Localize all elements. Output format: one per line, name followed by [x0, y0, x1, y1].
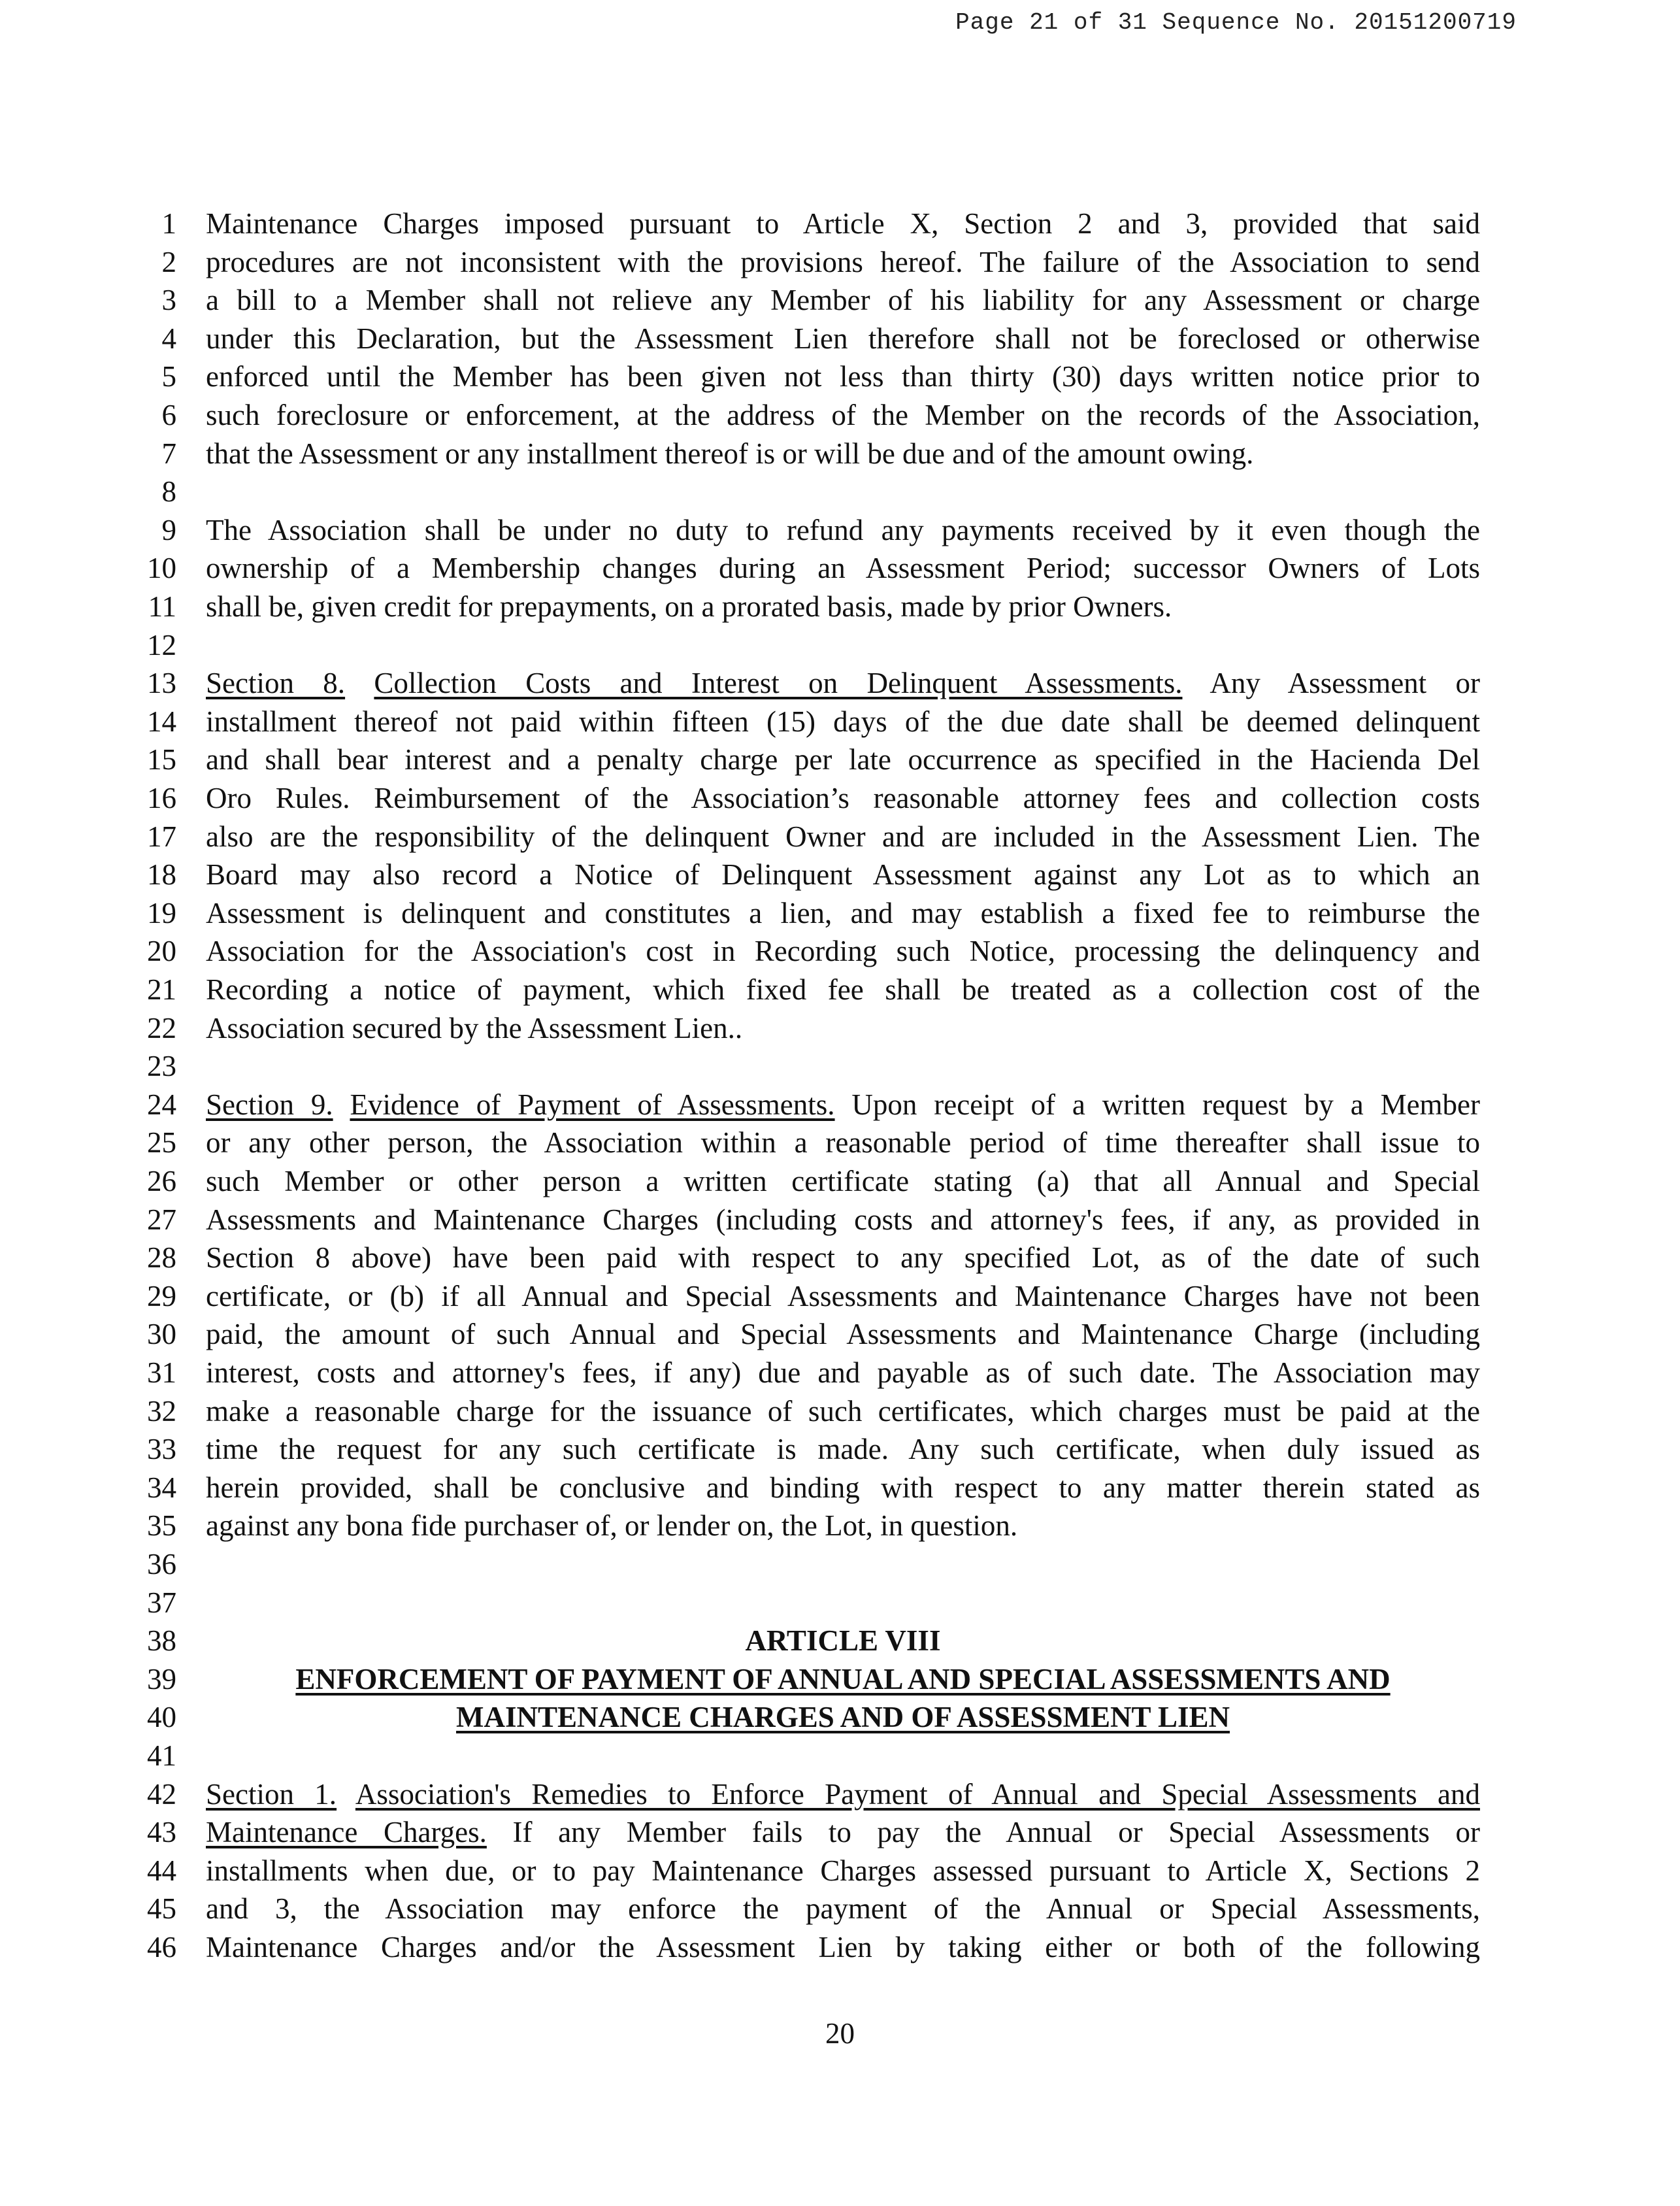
line-number: 39: [147, 1663, 176, 1696]
line-number: 26: [147, 1165, 176, 1197]
body-text-line: [206, 280, 1480, 320]
body-text-line: [206, 740, 1480, 779]
body-text-line: [206, 1392, 1480, 1431]
line-number: 10: [147, 552, 176, 584]
body-text-line: [206, 510, 1480, 550]
line-number: 21: [147, 973, 176, 1006]
text-run: installments when due, or to pay Maintenance Charges assessed pursuant to Article X, Sections 2: [206, 1854, 1480, 1887]
text-run: [337, 1778, 355, 1811]
underlined-heading-text: Section 1.: [206, 1778, 337, 1811]
line-number: 40: [147, 1701, 176, 1733]
body-text-line: [206, 1851, 1480, 1890]
body-text-line: [206, 778, 1480, 818]
text-run: procedures are not inconsistent with the provisions hereof. The failure of the Association to send: [206, 246, 1480, 278]
line-number: 17: [147, 820, 176, 853]
text-run: The Association shall be under no duty to refund any payments received by it even though the: [206, 514, 1480, 546]
underlined-heading-text: Section 9.: [206, 1088, 333, 1121]
body-text-line: [206, 1200, 1480, 1239]
body-text-line: [206, 242, 1480, 282]
text-run: and 3, the Association may enforce the payment of the Annual or Special Assessments,: [206, 1892, 1480, 1925]
body-text-line: [206, 855, 1480, 894]
text-run: Recording a notice of payment, which fixed fee shall be treated as a collection cost of the: [206, 973, 1480, 1006]
text-run: Assessment is delinquent and constitutes a lien, and may establish a fixed fee to reimburse the: [206, 897, 1480, 929]
article-heading-line: [206, 1660, 1480, 1699]
line-number: 22: [147, 1012, 176, 1045]
line-number: 38: [147, 1624, 176, 1657]
text-run: herein provided, shall be conclusive and binding with respect to any matter therein stated as: [206, 1471, 1480, 1504]
text-run: Assessments and Maintenance Charges (including costs and attorney's fees, if any, as provided in: [206, 1203, 1480, 1236]
text-run: Maintenance Charges and/or the Assessment Lien by taking either or both of the following: [206, 1931, 1480, 1964]
body-text-line: [206, 894, 1480, 933]
page-header: Page 21 of 31 Sequence No. 20151200719: [955, 9, 1517, 36]
text-run: Oro Rules. Reimbursement of the Association’s reasonable attorney fees and collection costs: [206, 782, 1480, 814]
line-number: 14: [147, 705, 176, 738]
body-text-line: [206, 1775, 1480, 1814]
line-number: 3: [161, 284, 176, 316]
line-number: 2: [161, 246, 176, 278]
line-number: 36: [147, 1548, 176, 1580]
line-number: 44: [147, 1854, 176, 1887]
line-number: 37: [147, 1586, 176, 1619]
text-run: ownership of a Membership changes during an Assessment Period; successor Owners of Lots: [206, 552, 1480, 584]
body-text-line: [206, 1314, 1480, 1354]
underlined-heading-text: MAINTENANCE CHARGES AND OF ASSESSMENT LIEN: [456, 1701, 1230, 1733]
text-run: Upon receipt of a written request by a Member: [834, 1088, 1481, 1121]
body-text-line: [206, 548, 1480, 588]
text-run: interest, costs and attorney's fees, if any) due and payable as of such date. The Association may: [206, 1356, 1480, 1389]
text-run: paid, the amount of such Annual and Special Assessments and Maintenance Charge (including: [206, 1318, 1480, 1350]
line-number: 5: [161, 360, 176, 393]
line-number: 15: [147, 743, 176, 776]
text-run: under this Declaration, but the Assessment Lien therefore shall not be foreclosed or otherwise: [206, 322, 1480, 355]
body-text-line: [206, 587, 1480, 626]
text-run: such Member or other person a written certificate stating (a) that all Annual and Special: [206, 1165, 1480, 1197]
line-number: 35: [147, 1509, 176, 1542]
line-number: 28: [147, 1241, 176, 1274]
body-text-line: [206, 970, 1480, 1009]
line-number: 34: [147, 1471, 176, 1504]
line-number: 11: [148, 590, 176, 623]
line-number: 31: [147, 1356, 176, 1389]
body-text-line: [206, 1161, 1480, 1201]
body-text-line: [206, 1123, 1480, 1162]
body-text-line: [206, 1009, 1480, 1048]
text-run: Maintenance Charges imposed pursuant to Article X, Section 2 and 3, provided that said: [206, 207, 1480, 240]
line-number: 16: [147, 782, 176, 814]
page-number: 20: [825, 2017, 855, 2050]
line-number: 13: [147, 667, 176, 699]
body-text-line: [206, 1277, 1480, 1316]
body-text-line: [206, 1813, 1480, 1852]
text-run: also are the responsibility of the delinquent Owner and are included in the Assessment Lien. The: [206, 820, 1480, 853]
underlined-heading-text: Collection Costs and Interest on Delinquent Assessments.: [374, 667, 1183, 699]
body-text-line: [206, 1238, 1480, 1277]
line-number: 32: [147, 1395, 176, 1428]
text-run: time the request for any such certificate is made. Any such certificate, when duly issued as: [206, 1433, 1480, 1465]
line-number: 20: [147, 935, 176, 967]
line-number: 25: [147, 1126, 176, 1159]
line-number: 29: [147, 1280, 176, 1312]
line-number: 45: [147, 1892, 176, 1925]
line-number: 19: [147, 897, 176, 929]
line-number: 30: [147, 1318, 176, 1350]
line-number: 9: [161, 514, 176, 546]
text-run: and shall bear interest and a penalty charge per late occurrence as specified in the Hacienda Del: [206, 743, 1480, 776]
body-text-line: [206, 395, 1480, 435]
text-run: If any Member fails to pay the Annual or Special Assessments or: [486, 1816, 1480, 1848]
text-run: Any Assessment or: [1182, 667, 1480, 699]
text-run: such foreclosure or enforcement, at the address of the Member on the records of the Association,: [206, 399, 1480, 431]
text-run: make a reasonable charge for the issuance of such certificates, which charges must be paid at the: [206, 1395, 1480, 1428]
line-number: 42: [147, 1778, 176, 1811]
underlined-heading-text: ENFORCEMENT OF PAYMENT OF ANNUAL AND SPECIAL ASSESSMENTS AND: [295, 1663, 1391, 1696]
body-text-line: [206, 702, 1480, 741]
text-run: Association secured by the Assessment Lien..: [206, 1012, 743, 1045]
body-text-line: [206, 434, 1480, 473]
line-number: 23: [147, 1050, 176, 1082]
underlined-heading-text: Section 8.: [206, 667, 346, 699]
line-number: 33: [147, 1433, 176, 1465]
body-text-line: [206, 1889, 1480, 1928]
body-text-line: [206, 1506, 1480, 1545]
body-text-line: [206, 817, 1480, 856]
text-run: ARTICLE VIII: [745, 1624, 941, 1657]
line-number: 18: [147, 858, 176, 891]
text-run: installment thereof not paid within fifteen (15) days of the due date shall be deemed delinquent: [206, 705, 1480, 738]
line-number: 24: [147, 1088, 176, 1121]
article-heading-line: [206, 1621, 1480, 1660]
text-run: or any other person, the Association within a reasonable period of time thereafter shall issue to: [206, 1126, 1480, 1159]
text-run: that the Assessment or any installment thereof is or will be due and of the amount owing.: [206, 437, 1254, 470]
line-number: 41: [147, 1739, 176, 1772]
text-run: Association for the Association's cost in Recording such Notice, processing the delinquency and: [206, 935, 1480, 967]
body-text-line: [206, 319, 1480, 358]
line-number: 4: [161, 322, 176, 355]
text-run: a bill to a Member shall not relieve any Member of his liability for any Assessment or charge: [206, 284, 1480, 316]
body-text-line: [206, 1085, 1480, 1124]
body-text-line: [206, 204, 1480, 243]
line-number: 1: [161, 207, 176, 240]
body-text-line: [206, 1353, 1480, 1392]
line-number: 12: [147, 629, 176, 661]
text-run: enforced until the Member has been given not less than thirty (30) days written notice prior to: [206, 360, 1480, 393]
line-number: 27: [147, 1203, 176, 1236]
line-number: 46: [147, 1931, 176, 1964]
line-number: 6: [161, 399, 176, 431]
underlined-heading-text: Maintenance Charges.: [206, 1816, 487, 1848]
text-run: shall be, given credit for prepayments, on a prorated basis, made by prior Owners.: [206, 590, 1172, 623]
body-text-line: [206, 357, 1480, 396]
text-run: Section 8 above) have been paid with respect to any specified Lot, as of the date of such: [206, 1241, 1480, 1274]
body-text-line: [206, 1928, 1480, 1967]
text-run: [345, 667, 374, 699]
text-run: [333, 1088, 350, 1121]
line-number: 7: [161, 437, 176, 470]
line-number: 43: [147, 1816, 176, 1848]
article-heading-line: [206, 1697, 1480, 1737]
text-run: against any bona fide purchaser of, or lender on, the Lot, in question.: [206, 1509, 1018, 1542]
body-text-line: [206, 1429, 1480, 1469]
body-text-line: [206, 1468, 1480, 1507]
text-run: Board may also record a Notice of Delinquent Assessment against any Lot as to which an: [206, 858, 1480, 891]
body-text-line: [206, 663, 1480, 703]
underlined-heading-text: Evidence of Payment of Assessments.: [350, 1088, 835, 1121]
underlined-heading-text: Association's Remedies to Enforce Payment of Annual and Special Assessments and: [355, 1778, 1480, 1811]
text-run: certificate, or (b) if all Annual and Special Assessments and Maintenance Charges have not been: [206, 1280, 1480, 1312]
body-text-line: [206, 931, 1480, 971]
line-number: 8: [161, 475, 176, 508]
